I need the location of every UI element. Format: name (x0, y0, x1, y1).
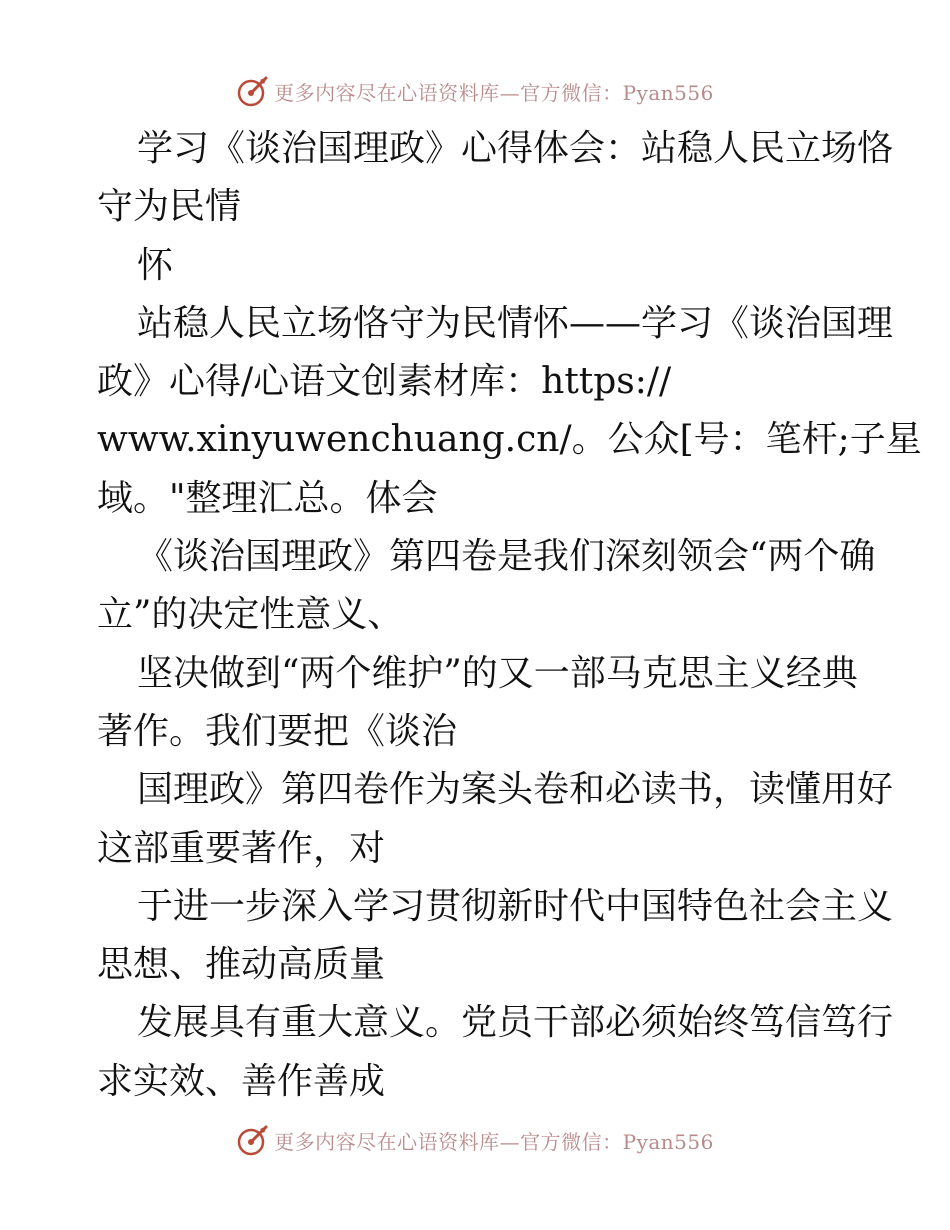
text-line: 国理政》第四卷作为案头卷和必读书，读懂用好 (137, 769, 894, 811)
text-line: 著作。我们要把《谈治 (97, 710, 458, 752)
quill-pen-logo-icon (236, 74, 270, 108)
text-line: 《谈治国理政》第四卷是我们深刻领会“两个确 (137, 536, 876, 578)
quill-pen-logo-icon (236, 1123, 270, 1157)
banner-text: 更多内容尽在心语资料库—官方微信：Pyan556 (274, 80, 714, 105)
text-line: 坚决做到“两个维护”的又一部马克思主义经典 (137, 652, 858, 694)
text-line: www.xinyuwenchuang.cn/。公众[号：笔杆;子星 (97, 419, 922, 461)
text-line: 怀 (137, 244, 174, 286)
text-line: 这部重要著作，对 (97, 827, 386, 869)
text-line: 域。"整理汇总。体会 (97, 477, 438, 519)
text-line: 发展具有重大意义。党员干部必须始终笃信笃行 (137, 1002, 894, 1044)
text-line: 守为民情 (97, 186, 242, 228)
text-line: 政》心得/心语文创素材库：https:// (97, 361, 672, 403)
footer-banner (0, 1120, 950, 1160)
text-line: 思想、推动高质量 (97, 944, 386, 986)
text-line: 学习《谈治国理政》心得体会：站稳人民立场恪 (137, 128, 894, 169)
text-line: 求实效、善作善成 (97, 1060, 386, 1102)
banner-text: 更多内容尽在心语资料库—官方微信：Pyan556 (274, 1129, 714, 1154)
header-banner (0, 71, 950, 111)
document-body (97, 120, 922, 1111)
text-line: 于进一步深入学习贯彻新时代中国特色社会主义 (137, 885, 894, 927)
text-line: 站稳人民立场恪守为民情怀——学习《谈治国理 (137, 302, 894, 344)
text-line: 立”的决定性意义、 (97, 594, 404, 636)
